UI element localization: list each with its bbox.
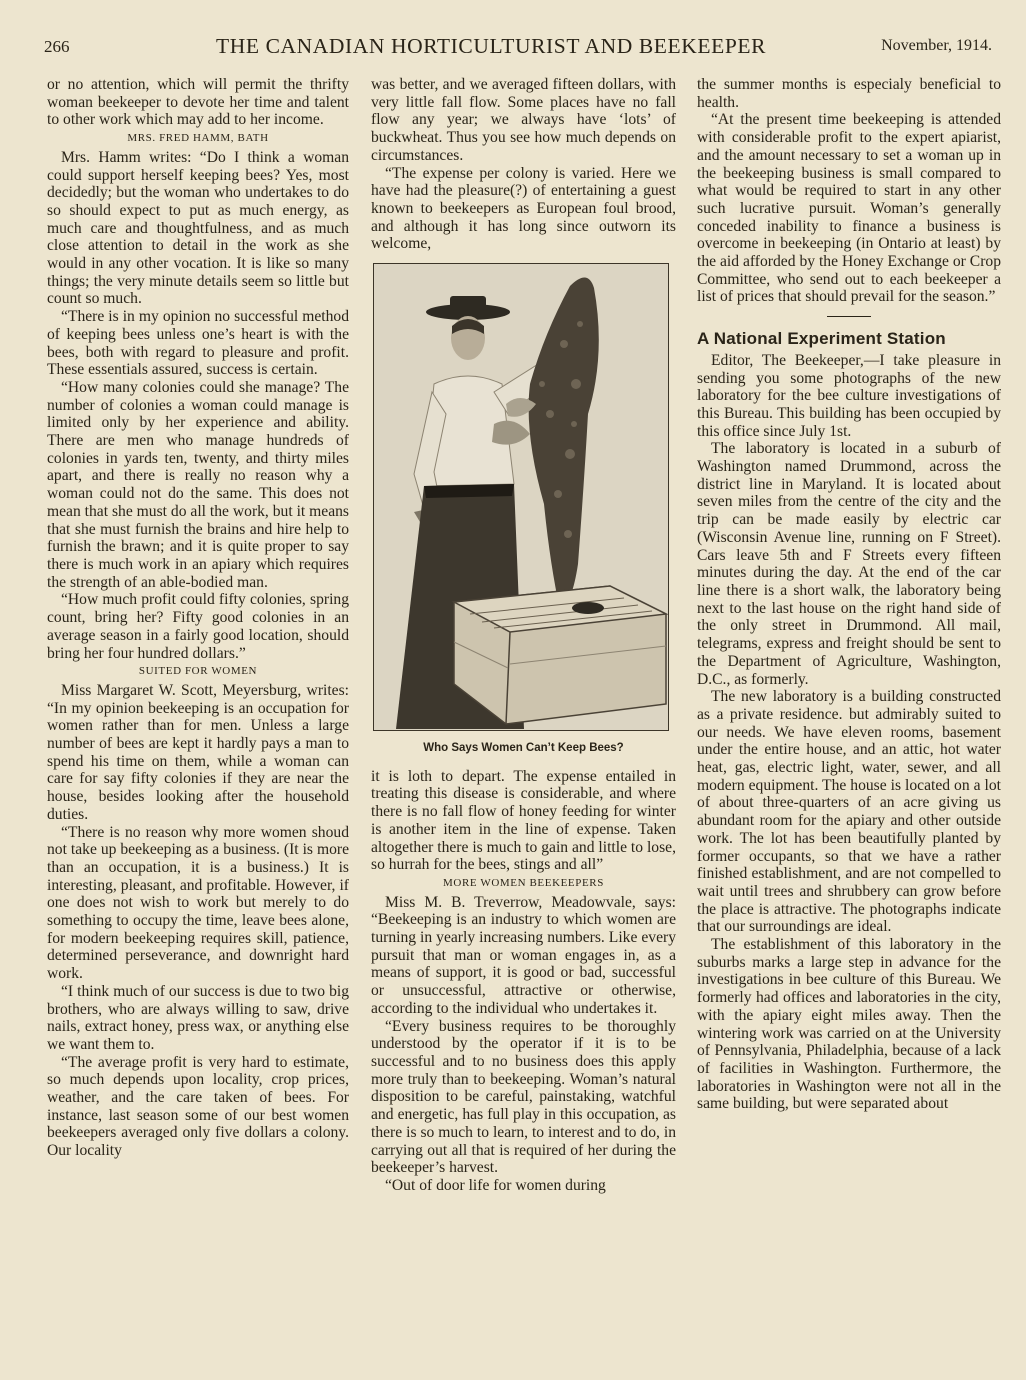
paragraph: “Every business requires to be thoroughly understood by the operator if it is to be successful and to no business does this apply more truly than to beekeeping. Woman’s natural disposition to be careful, painstaking, watchful and energetic, has full play in this occupation, as there is so much to learn, to interest and to do, in carrying out all that is required of her during the beekeeper’s harvest. xyxy=(371,1017,676,1177)
paragraph: was better, and we averaged fifteen dollars, with very little fall flow. Some places have no fall flow any year; we always have ‘lots’ of buckwheat. Thus you see how much depends on circumstances. xyxy=(371,76,676,164)
column-left xyxy=(47,76,349,1160)
photo-woman-with-bee-swarm xyxy=(373,263,669,731)
section-divider xyxy=(827,316,871,317)
subheading-suited-for-women: SUITED FOR WOMEN xyxy=(138,665,258,678)
page-number: 266 xyxy=(44,37,70,56)
paragraph: Miss M. B. Treverrow, Meadowvale, says: “Beekeeping is an industry to which women are turning in yearly increasing numbers. Like every pursuit that man or woman engages in, as a means of support, it is good or bad, successful or unsuccessful, attractive or otherwise, according to the individual who undertakes it. xyxy=(371,893,676,1017)
paragraph: The establishment of this laboratory in the suburbs marks a large step in advance for the investigations in bee culture of this Bureau. We formerly had offices and laboratories in the city, with the apiary eight miles away. Then the wintering work was carried on at the University of Pennsylvania, Philadelphia, because of a lack of facilities in Washington. Furthermore, the laboratories in Washington were not all in the same building, but were separated about xyxy=(697,936,1001,1113)
column-middle xyxy=(371,76,676,1195)
paragraph: “There is in my opinion no successful method of keeping bees unless one’s heart is with the bees, both with regard to pleasure and profit. These essentials assured, success is certain. xyxy=(47,308,349,379)
paragraph: “How much profit could fifty colonies, spring count, bring her? Fifty good colonies in an average season in a fairly good location, should bring her four hundred dollars.” xyxy=(47,591,349,662)
subheading-more-women-beekeepers: MORE WOMEN BEEKEEPERS xyxy=(443,876,604,889)
paragraph: “The average profit is very hard to estimate, so much depends upon locality, crop prices, weather, and the care taken of bees. For instance, last season some of our best women beekeepers averaged only five dollars a colony. Our locality xyxy=(47,1053,349,1160)
paragraph: Mrs. Hamm writes: “Do I think a woman could support herself keeping bees? Yes, most decidedly; but the woman who undertakes to do so should expect to put as much energy, as much care and thoughtfulness, and as much close attention to detail in the work as she would in any other vocation. It is like so many things; the very minute details seem so little but count so much. xyxy=(47,148,349,308)
photo-illustration xyxy=(374,264,668,730)
magazine-title: THE CANADIAN HORTICULTURIST AND BEEKEEPER xyxy=(216,34,767,58)
issue-date: November, 1914. xyxy=(881,37,992,54)
photo-caption: Who Says Women Can’t Keep Bees? xyxy=(423,742,624,755)
paragraph: The laboratory is located in a suburb of Washington named Drummond, across the district line in Maryland. It is located about seven miles from the centre of the city and the trip can be made easily by electric car (Wisconsin Avenue line, running on F Street). Cars leave 5th and F Streets every fifteen minutes during the day. At the end of the car line there is a short walk, the laboratory being next to the last house on the right hand side of the only street in Drummond. All mail, telegrams, express and freight should be sent to the Department of Agriculture, Washington, D.C., as formerly. xyxy=(697,440,1001,688)
paragraph: “The expense per colony is varied. Here we have had the pleasure(?) of entertaining a guest known to beekeepers as European foul brood, and although it has long since outworn its welcome, xyxy=(371,164,676,253)
column-right xyxy=(697,76,1001,1113)
paragraph: “How many colonies could she manage? The number of colonies a woman could manage is limited only by her experience and ability. There are men who manage hundreds of colonies in yards ten, twenty, and thirty miles apart, and there is really no reason why a woman could not do the same. This does not mean that she must do all the work, but it means that she must furnish the brains and hire help to furnish the brawn; and it is quite proper to say there is much work in an apiary which requires the strength of an able-bodied man. xyxy=(47,378,349,591)
paragraph: Editor, The Beekeeper,—I take pleasure in sending you some photographs of the new laboratory for the bee culture investigations of this Bureau. This building has been occupied by this office since July 1st. xyxy=(697,351,1001,440)
paragraph: “I think much of our success is due to two big brothers, who are always willing to saw, drive nails, extract honey, press wax, or anything else we want them to. xyxy=(47,982,349,1053)
paragraph: the summer months is especialy beneficial to health. xyxy=(697,76,1001,111)
paragraph: Miss Margaret W. Scott, Meyersburg, writes: “In my opinion beekeeping is an occupation for women rather than for men. Unless a large number of bees are kept it hardly pays a man to spend his time on them, while a woman can care for say fifty colonies if they are near the house, besides looking after the household duties. xyxy=(47,681,349,823)
paragraph: “At the present time beekeeping is attended with considerable profit to the expert apiarist, and the amount necessary to set a woman up in the beekeeping business is small compared to what would be required to start in any other such lucrative pursuit. Woman’s generally conceded inability to finance a business is overcome in beekeeping (in Ontario at least) by the aid afforded by the Honey Exchange or Crop Committee, who send out to each beekeeper a list of prices that should prevail for the season.” xyxy=(697,111,1001,306)
article-heading: A National Experiment Station xyxy=(697,329,946,349)
paragraph: “Out of door life for women during xyxy=(385,1176,606,1194)
paragraph: or no attention, which will permit the thrifty woman beekeeper to devote her time and talent to other work which may add to her income. xyxy=(47,76,349,129)
subheading-hamm: MRS. FRED HAMM, BATH xyxy=(127,132,269,145)
paragraph: it is loth to depart. The expense entailed in treating this disease is considerable, and where there is no fall flow of honey feeding for winter is another item in the line of expense. Taken altogether there is much to gain and little to lose, so hurrah for the bees, stings and all” xyxy=(371,767,676,874)
page-header xyxy=(44,34,1000,62)
paragraph: “There is no reason why more women shoud not take up beekeeping as a business. (It is more than an occupation, it is a business.) It is interesting, pleasant, and profitable. However, if one does not wish to work but merely to do something to occupy the time, leave bees alone, for modern beekeeping requires skill, patience, determined perseverance, and downright hard work. xyxy=(47,823,349,983)
paragraph: The new laboratory is a building constructed as a private residence. but admirably suited to our needs. We have eleven rooms, basement under the entire house, and an attic, hot water heat, gas, electric light, water, sewer, and all modern equipment. The house is located on a lot of about three-quarters of an acre giving us abundant room for the apiary and other outside work. The lot has been beautifully planted by former occupants, so that we have a rather finished establishment, and are not compelled to wait until trees and shrubbery can grow before the place is attractive. The photographs indicate that our surroundings are ideal. xyxy=(697,688,1001,936)
